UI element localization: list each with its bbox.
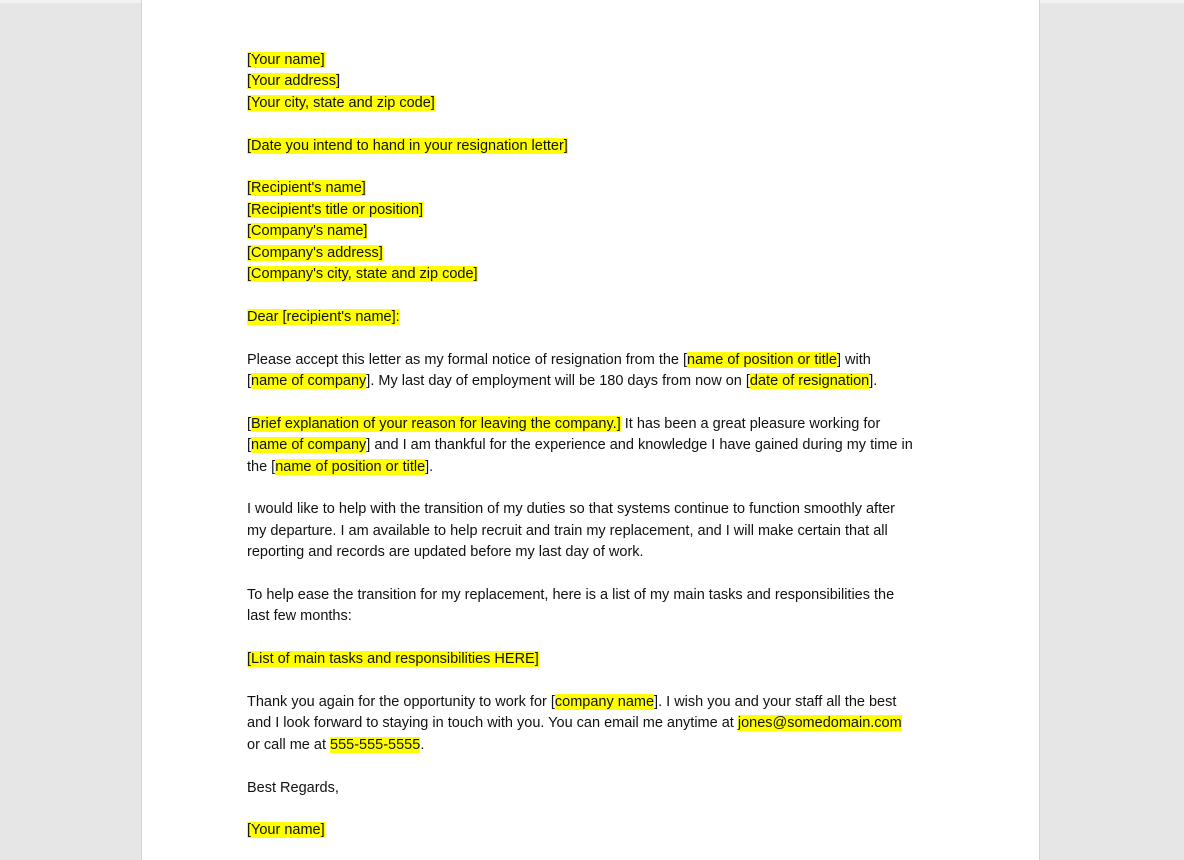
paragraph-5-line-1 (247, 692, 947, 713)
text-segment: . (420, 736, 425, 753)
paragraph-3-line-3: reporting and records are updated before my last day of work. (247, 544, 644, 561)
paragraph-2-line-1 (247, 414, 947, 435)
company-address: [Company's address] (247, 244, 383, 261)
date-line (247, 136, 947, 157)
text-segment: ]. I wish you and your staff all the best (654, 694, 897, 711)
text-segment: ] with (836, 351, 871, 368)
sender-city-line (247, 93, 947, 114)
paragraph-4-line-2: last few months: (247, 608, 352, 625)
text-segment: ]. My last day of employment will be 180 days from now on [ (366, 373, 750, 390)
paragraph-5-line-3 (247, 735, 947, 756)
recipient-name-line (247, 178, 947, 199)
recipient-title-line (247, 200, 947, 221)
company-placeholder: company name (554, 694, 655, 711)
sender-name: [Your name] (247, 52, 325, 68)
company-name: [Company's name] (247, 223, 368, 240)
paragraph-3-line-1: I would like to help with the transition of my duties so that systems continue to function smoothly after (247, 501, 895, 518)
tasks-placeholder: [List of main tasks and responsibilities HERE] (247, 651, 539, 668)
text-segment: ]. (425, 458, 434, 475)
text-segment: or call me at (247, 736, 330, 753)
sender-address: [Your address] (247, 73, 340, 90)
company-city: [Company's city, state and zip code] (247, 266, 478, 283)
text-segment: ] and I am thankful for the experience and knowledge I have gained during my time in (366, 437, 913, 454)
text-segment: [ (247, 437, 252, 454)
phone-placeholder: 555-555-5555 (330, 736, 421, 753)
text-segment: It has been a great pleasure working for (620, 415, 881, 432)
paragraph-5 (247, 692, 947, 756)
recipient-title: [Recipient's title or position] (247, 201, 424, 218)
date-placeholder: [Date you intend to hand in your resignation letter] (247, 137, 568, 154)
company-address-line (247, 243, 947, 264)
text-segment: [ (247, 415, 252, 432)
text-segment: Please accept this letter as my formal notice of resignation from the [ (247, 351, 688, 368)
tasks-line (247, 649, 947, 670)
position-placeholder: name of position or title (275, 458, 426, 475)
document-page[interactable] (141, 0, 1040, 860)
sender-name-line (247, 50, 947, 71)
paragraph-3 (247, 499, 947, 563)
paragraph-4 (247, 585, 947, 628)
text-segment: and I look forward to staying in touch with you. You can email me anytime at (247, 715, 738, 732)
paragraph-1-line-1 (247, 350, 947, 371)
paragraph-2-line-3 (247, 457, 947, 478)
signature-line (247, 820, 947, 841)
paragraph-5-line-2 (247, 713, 947, 734)
text-segment: Thank you again for the opportunity to work for [ (247, 694, 555, 711)
email-placeholder: jones@somedomain.com (737, 715, 902, 732)
reason-placeholder: Brief explanation of your reason for leaving the company.] (251, 415, 621, 432)
paragraph-4-line-1: To help ease the transition for my replacement, here is a list of my main tasks and responsibilities the (247, 587, 895, 604)
company-city-line (247, 264, 947, 285)
text-segment: ]. (869, 373, 878, 390)
recipient-name: [Recipient's name] (247, 180, 366, 197)
company-placeholder: name of company (251, 437, 367, 454)
company-name-line (247, 221, 947, 242)
paragraph-2-line-2 (247, 435, 947, 456)
paragraph-3-line-2: my departure. I am available to help recruit and train my replacement, and I will make certain that all (247, 522, 888, 539)
resignation-date-placeholder: date of resignation (749, 373, 870, 390)
closing: Best Regards, (247, 779, 339, 796)
salutation-line (247, 307, 947, 328)
letter-body[interactable] (247, 50, 947, 842)
signature-name: [Your name] (247, 822, 325, 839)
sender-address-line (247, 71, 947, 92)
company-placeholder: name of company (251, 373, 367, 390)
sender-city: [Your city, state and zip code] (247, 94, 435, 111)
position-placeholder: name of position or title (687, 351, 837, 368)
salutation: Dear [recipient's name]: (247, 308, 400, 325)
paragraph-1-line-2 (247, 371, 947, 392)
paragraph-1 (247, 350, 947, 393)
text-segment: the [ (247, 458, 276, 475)
paragraph-2 (247, 414, 947, 478)
text-segment: [ (247, 373, 252, 390)
